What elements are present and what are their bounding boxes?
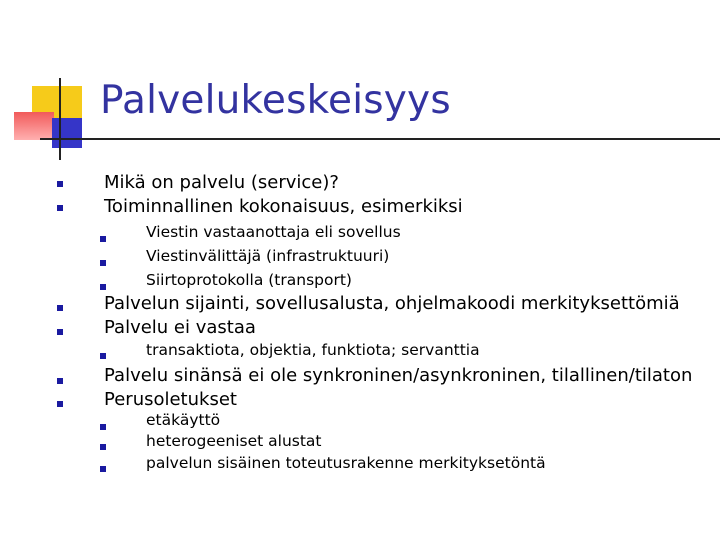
bullet-6 <box>57 401 63 407</box>
sub-bullet-6 <box>100 444 106 450</box>
sub-bullet-text-1: Viestin vastaanottaja eli sovellus <box>146 223 401 241</box>
sub-bullet-2 <box>100 260 106 266</box>
bullet-5 <box>57 378 63 384</box>
sub-bullet-1 <box>100 236 106 242</box>
sub-bullet-text-5: etäkäyttö <box>146 411 221 429</box>
bullet-1 <box>57 181 63 187</box>
bullet-2 <box>57 205 63 211</box>
sub-bullet-text-7: palvelun sisäinen toteutusrakenne merkityksetöntä <box>146 454 546 472</box>
sub-bullet-4 <box>100 353 106 359</box>
bullet-3 <box>57 305 63 311</box>
sub-bullet-5 <box>100 424 106 430</box>
sub-bullet-text-2: Viestinvälittäjä (infrastruktuuri) <box>146 247 390 265</box>
bullet-text-2: Toiminnallinen kokonaisuus, esimerkiksi <box>104 196 463 217</box>
decor-red-square <box>14 112 54 140</box>
decor-vertical-line <box>59 78 61 160</box>
sub-bullet-7 <box>100 466 106 472</box>
sub-bullet-3 <box>100 284 106 290</box>
slide-title: Palvelukeskeisyys <box>100 78 451 123</box>
title-underline <box>40 138 720 140</box>
bullet-text-4: Palvelu ei vastaa <box>104 317 256 338</box>
bullet-text-5: Palvelu sinänsä ei ole synkroninen/asynkroninen, tilallinen/tilaton <box>104 365 693 386</box>
sub-bullet-text-6: heterogeeniset alustat <box>146 432 322 450</box>
sub-bullet-text-3: Siirtoprotokolla (transport) <box>146 271 352 289</box>
decor-blue-square <box>52 118 82 148</box>
bullet-text-6: Perusoletukset <box>104 389 237 410</box>
bullet-4 <box>57 329 63 335</box>
bullet-text-3: Palvelun sijainti, sovellusalusta, ohjelmakoodi merkityksettömiä <box>104 293 680 314</box>
sub-bullet-text-4: transaktiota, objektia, funktiota; servanttia <box>146 341 480 359</box>
bullet-text-1: Mikä on palvelu (service)? <box>104 172 339 193</box>
